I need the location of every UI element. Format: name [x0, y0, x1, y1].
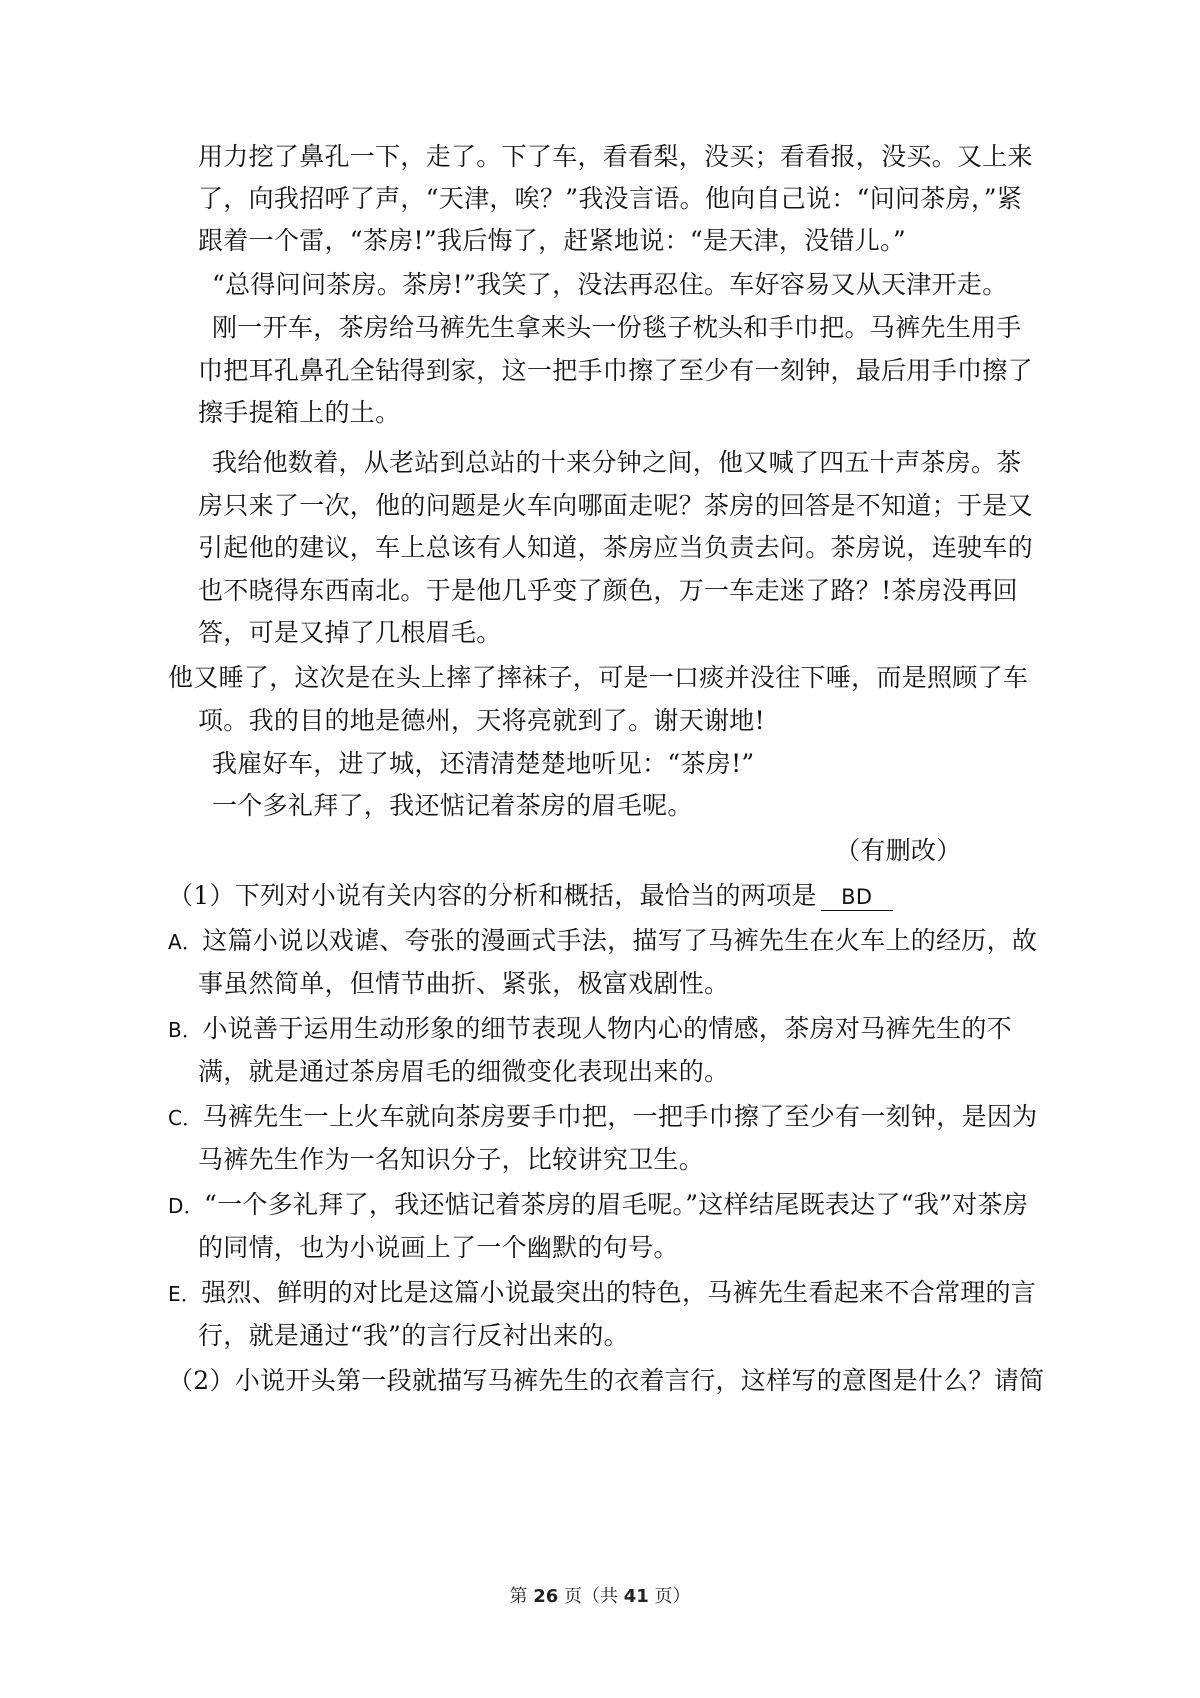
option-text: 这篇小说以戏谑、夸张的漫画式手法，描写了马裤先生在火车上的经历，故 [202, 926, 1038, 955]
passage-line: 答，可是又掉了几根眉毛。 [198, 618, 502, 647]
option-letter: D． [168, 1194, 205, 1218]
passage-line: 巾把耳孔鼻孔全钻得到家，这一把手巾擦了至少有一刻钟，最后用手巾擦了 [198, 356, 1033, 385]
option-c-continuation: 马裤先生作为一名知识分子，比较讲究卫生。 [198, 1145, 705, 1174]
passage-line: 了，向我招呼了声，“天津，唉？”我没言语。他向自己说：“问问茶房，”紧 [198, 184, 1023, 213]
passage-line: 用力挖了鼻孔一下，走了。下了车，看看梨，没买；看看报，没买。又上来 [198, 142, 1033, 171]
option-letter: B． [168, 1018, 203, 1042]
question-1-answer: BD [821, 884, 893, 911]
passage-line: 擦手提箱上的土。 [198, 398, 401, 427]
question-1-text: （1）下列对小说有关内容的分析和概括，最恰当的两项是 [168, 881, 817, 910]
passage-line: 跟着一个雷，“茶房!”我后悔了，赶紧地说：“是天津，没错儿。” [198, 226, 906, 255]
passage-line: 他又睡了，这次是在头上摔了摔袜子，可是一口痰并没往下唾，而是照顾了车 [168, 663, 1029, 692]
footer-middle: 页（共 [564, 1586, 618, 1607]
page-footer [0, 1586, 1200, 1608]
option-c [168, 1102, 1037, 1133]
option-text: 强烈、鲜明的对比是这篇小说最突出的特色，马裤先生看起来不合常理的言 [201, 1278, 1037, 1307]
passage-line: “总得问问茶房。茶房!”我笑了，没法再忍住。车好容易又从天津开走。 [212, 270, 1008, 299]
footer-page-number: 26 [533, 1586, 559, 1607]
passage-line: 我给他数着，从老站到总站的十来分钟之间，他又喊了四五十声茶房。茶 [212, 448, 1022, 477]
option-d-continuation: 的同情，也为小说画上了一个幽默的句号。 [198, 1233, 679, 1262]
option-letter: E． [168, 1282, 202, 1306]
option-text: 马裤先生一上火车就向茶房要手巾把，一把手巾擦了至少有一刻钟，是因为 [202, 1102, 1038, 1131]
passage-line: 我雇好车，进了城，还清清楚楚地听见：“茶房!” [212, 749, 755, 778]
footer-total-pages: 41 [623, 1586, 649, 1607]
passage-line: 引起他的建议，车上总该有人知道，茶房应当负责去问。茶房说，连驶车的 [198, 533, 1033, 562]
edit-note: （有删改） [835, 836, 962, 865]
option-b-continuation: 满，就是通过茶房眉毛的细微变化表现出来的。 [198, 1057, 730, 1086]
question-2-stem: （2）小说开头第一段就描写马裤先生的衣着言行，这样写的意图是什么？请简 [168, 1366, 1045, 1395]
option-b [168, 1014, 1012, 1045]
footer-prefix: 第 [509, 1586, 528, 1607]
option-letter: A． [168, 930, 203, 954]
option-text: 小说善于运用生动形象的细节表现人物内心的情感，茶房对马裤先生的不 [202, 1014, 1012, 1043]
option-e [168, 1278, 1036, 1309]
option-letter: C． [168, 1106, 203, 1130]
option-a [168, 926, 1037, 957]
option-e-continuation: 行，就是通过“我”的言行反衬出来的。 [198, 1321, 629, 1350]
option-a-continuation: 事虽然简单，但情节曲折、紧张，极富戏剧性。 [198, 969, 730, 998]
option-text: “一个多礼拜了，我还惦记着茶房的眉毛呢。”这样结尾既表达了“我”对茶房 [204, 1190, 1029, 1219]
footer-suffix: 页） [654, 1586, 691, 1607]
passage-line: 刚一开车，茶房给马裤先生拿来头一份毯子枕头和手巾把。马裤先生用手 [212, 313, 1022, 342]
option-d [168, 1190, 1028, 1221]
passage-line: 项。我的目的地是德州，天将亮就到了。谢天谢地! [198, 706, 765, 735]
passage-line: 也不晓得东西南北。于是他几乎变了颜色，万一车走迷了路？!茶房没再回 [198, 576, 1018, 605]
question-1-stem [168, 881, 893, 911]
passage-line: 一个多礼拜了，我还惦记着茶房的眉毛呢。 [212, 791, 693, 820]
passage-line: 房只来了一次，他的问题是火车向哪面走呢？茶房的回答是不知道；于是又 [198, 491, 1033, 520]
